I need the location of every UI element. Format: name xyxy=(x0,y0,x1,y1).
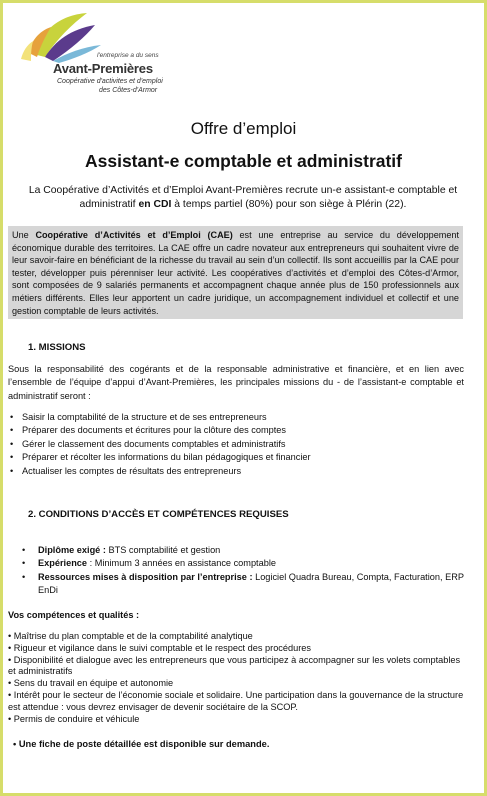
logo xyxy=(9,7,189,99)
mission-item: • Gérer le classement des documents comptables et administratifs xyxy=(8,438,464,451)
intro-text: La Coopérative d’Activités et d’Emploi Avant-Premières recrute un-e assistant-e comptable et administratif xyxy=(28,185,458,210)
condition-label: Diplôme exigé : xyxy=(38,545,106,555)
mission-item: • Préparer et récolter les informations du bilan pédagogiques et financier xyxy=(8,451,464,464)
logo-name: Avant-Premières xyxy=(53,61,153,76)
competence-item: • Intérêt pour le secteur de l’économie sociale et solidaire. Une participation dans la gouvernance de la structure est attendue : vous devrez envisager de devenir sociétaire de la SCOP. xyxy=(8,689,464,712)
job-sheet-note: • Une fiche de poste détaillée est disponible sur demande. xyxy=(13,739,270,749)
job-title: Assistant-e comptable et administratif xyxy=(84,151,403,171)
conditions-list xyxy=(8,544,464,598)
condition-text: BTS comptabilité et gestion xyxy=(105,545,221,555)
cae-text: est une entreprise au service du développement économique durable des territoires. La CAE offre un cadre novateur aux entrepreneurs qui souhaitent vivre de leur savoir-faire en bénéficiant de la richesse du travail au sein d’un collectif. Ils sont accueillis par la CAE pour tester, développer puis pérenniser leur activité. Les coopératives d’activités et d’emploi des Côtes-d’Armor, sont composées de 9 salariés permanents et accompagnent chaque année plus de 150 professionnels aux métiers différents. Elles leur apportent un cadre juridique, un accompagnement individuel et collectif et une gestion comptable de leurs activités. xyxy=(12,230,459,316)
intro-contract-type: en CDI xyxy=(138,199,172,210)
logo-subtitle-2: des Côtes-d'Armor xyxy=(99,87,158,94)
missions-list xyxy=(8,411,464,478)
intro-paragraph xyxy=(23,184,463,212)
mission-item: • Actualiser les comptes de résultats des entrepreneurs xyxy=(8,465,464,478)
intro-text-end: à temps partiel (80%) pour son siège à Plérin (22). xyxy=(171,199,407,210)
competences-list xyxy=(8,631,464,725)
logo-subtitle-1: Coopérative d'activites et d'emploi xyxy=(57,78,163,85)
cae-term: Coopérative d’Activités et d’Emploi (CAE) xyxy=(35,230,233,240)
competence-item: • Maîtrise du plan comptable et de la comptabilité analytique xyxy=(8,631,253,641)
missions-heading: 1. MISSIONS xyxy=(28,342,86,353)
condition-text: Logiciel Quadra Bureau, Compta, Facturation, ERP EnDi xyxy=(38,571,464,596)
competence-item: • Sens du travail en équipe et autonomie xyxy=(8,678,174,689)
condition-item xyxy=(8,571,464,598)
competences-heading: Vos compétences et qualités : xyxy=(8,610,140,620)
mission-item: • Préparer des documents et écritures pour la clôture des comptes xyxy=(8,424,464,437)
mission-item: • Saisir la comptabilité de la structure et de ses entrepreneurs xyxy=(8,411,464,424)
competence-item: • Permis de conduire et véhicule xyxy=(8,713,140,724)
condition-item xyxy=(8,544,464,557)
competence-item: • Rigueur et vigilance dans le suivi comptable et le respect des procédures xyxy=(8,642,311,653)
condition-text: : Minimum 3 années en assistance comptable xyxy=(87,558,276,569)
job-offer-page xyxy=(3,3,484,793)
condition-item xyxy=(8,557,464,570)
competence-item: • Disponibilité et dialogue avec les entrepreneurs que vous participez à accompagner sur les volets comptables et administratifs xyxy=(8,654,461,677)
condition-label: Ressources mises à disposition par l’entreprise : xyxy=(38,571,253,582)
conditions-heading: 2. CONDITIONS D’ACCÈS ET COMPÉTENCES REQUISES xyxy=(28,509,289,520)
cae-lead: Une xyxy=(12,230,36,240)
logo-tagline: l'entreprise a du sens xyxy=(97,52,159,59)
page-title: Offre d’emploi xyxy=(190,119,297,138)
cae-description-box xyxy=(8,226,463,319)
missions-intro: Sous la responsabilité des cogérants et de la responsable administrative et financière, et en lien avec l’ensemble de l’équipe d’appui d’Avant-Premières, les principales missions du - de l’assistant-e comptable et administratif seront : xyxy=(8,364,464,401)
condition-label: Expérience xyxy=(38,558,88,569)
